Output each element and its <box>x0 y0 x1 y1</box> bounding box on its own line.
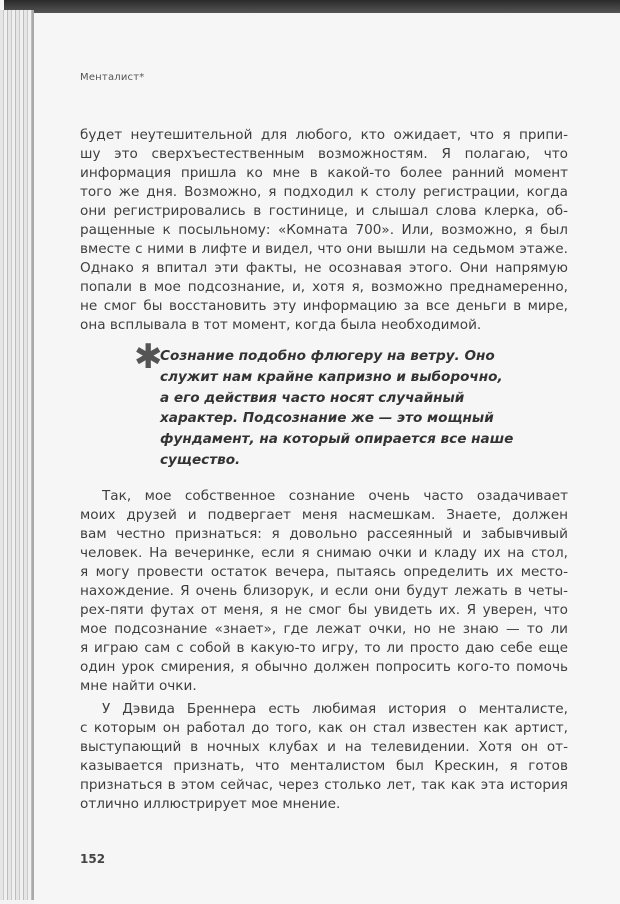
text-line: с которым он работал до того, как он стал известен как артист, <box>80 720 568 736</box>
text-line: они регистрировались в гостинице, и слышал слова клерка, об- <box>80 203 568 219</box>
text-line: выступающий в ночных клубах и на телевидении. Хотя он от- <box>80 739 568 755</box>
text-line: мне найти очки. <box>80 678 197 694</box>
text-line: характер. Подсознание же — это мощный <box>160 410 494 427</box>
text-line: я могу провести остаток вечера, пытаясь определить их место- <box>80 564 568 580</box>
text-line: Однако я впитал эти факты, не осознавая этого. Они напрямую <box>80 260 568 276</box>
text-line: фундамент, на который опирается все наше <box>160 431 514 448</box>
text-line: а его действия часто носят случайный <box>160 389 465 406</box>
text-line: существо. <box>160 451 241 468</box>
text-line: Так, мое собственное сознание очень часто озадачивает <box>102 488 568 504</box>
text-line: один урок смирения, я обычно должен попросить кого-то помочь <box>80 659 568 675</box>
text-line: ращенные к посыльному: «Комната 700». Или, возможно, я был <box>80 222 568 238</box>
text-line: отлично иллюстрирует мое мнение. <box>80 796 341 812</box>
text-line: рех-пяти футах от меня, я не смог бы увидеть их. Я уверен, что <box>80 602 568 618</box>
paragraph-2 <box>80 487 568 696</box>
asterisk-icon: ✱ <box>134 337 163 377</box>
text-line: не смог бы восстановить эту информацию за все деньги в мире, <box>80 298 568 314</box>
text-line: вместе с ними в лифте и видел, что они вышли на седьмом этаже. <box>80 241 568 257</box>
text-line: Сознание подобно флюгеру на ветру. Оно <box>160 348 495 364</box>
callout-quote <box>160 346 570 471</box>
book-page-edges <box>0 10 34 900</box>
running-header: Менталист* <box>80 72 145 83</box>
text-line: шу это сверхъестественным возможностям. Я полагаю, что <box>80 146 568 162</box>
text-line: У Дэвида Бреннера есть любимая история о менталисте, <box>102 701 568 717</box>
paragraph-3 <box>80 700 568 814</box>
page-number: 152 <box>80 852 106 866</box>
text-line: попали в мое подсознание, и, хотя я, возможно преднамеренно, <box>80 279 568 295</box>
text-line: нахождение. Я очень близорук, и если они будут лежать в четы- <box>80 583 568 599</box>
text-line: вам честно признаться: я довольно рассеянный и забывчивый <box>80 526 568 542</box>
text-line: человек. На вечеринке, если я снимаю очки и кладу их на стол, <box>80 545 568 561</box>
text-line: я играю сам с собой в какую-то игру, то ли просто даю себе еще <box>80 640 568 656</box>
paragraph-1 <box>80 126 568 335</box>
text-line: будет неутешительной для любого, кто ожидает, что я припи- <box>80 127 568 143</box>
text-line: она всплывала в тот момент, когда была необходимой. <box>80 317 482 333</box>
text-line: казывается признать, что менталистом был Крескин, я готов <box>80 758 568 774</box>
text-line: информация пришла ко мне в какой-то более ранний момент <box>80 165 568 181</box>
text-line: мое подсознание «знает», где лежат очки, но не знаю — то ли <box>80 621 568 637</box>
scan-top-edge <box>4 0 620 13</box>
text-line: того же дня. Возможно, я подходил к столу регистрации, когда <box>80 184 568 200</box>
text-line: служит нам крайне капризно и выборочно, <box>160 368 503 385</box>
text-line: моих друзей и подвергает меня насмешкам. Знаете, должен <box>80 507 568 523</box>
text-line: признаться в этом сейчас, через столько лет, так как эта история <box>80 777 568 793</box>
